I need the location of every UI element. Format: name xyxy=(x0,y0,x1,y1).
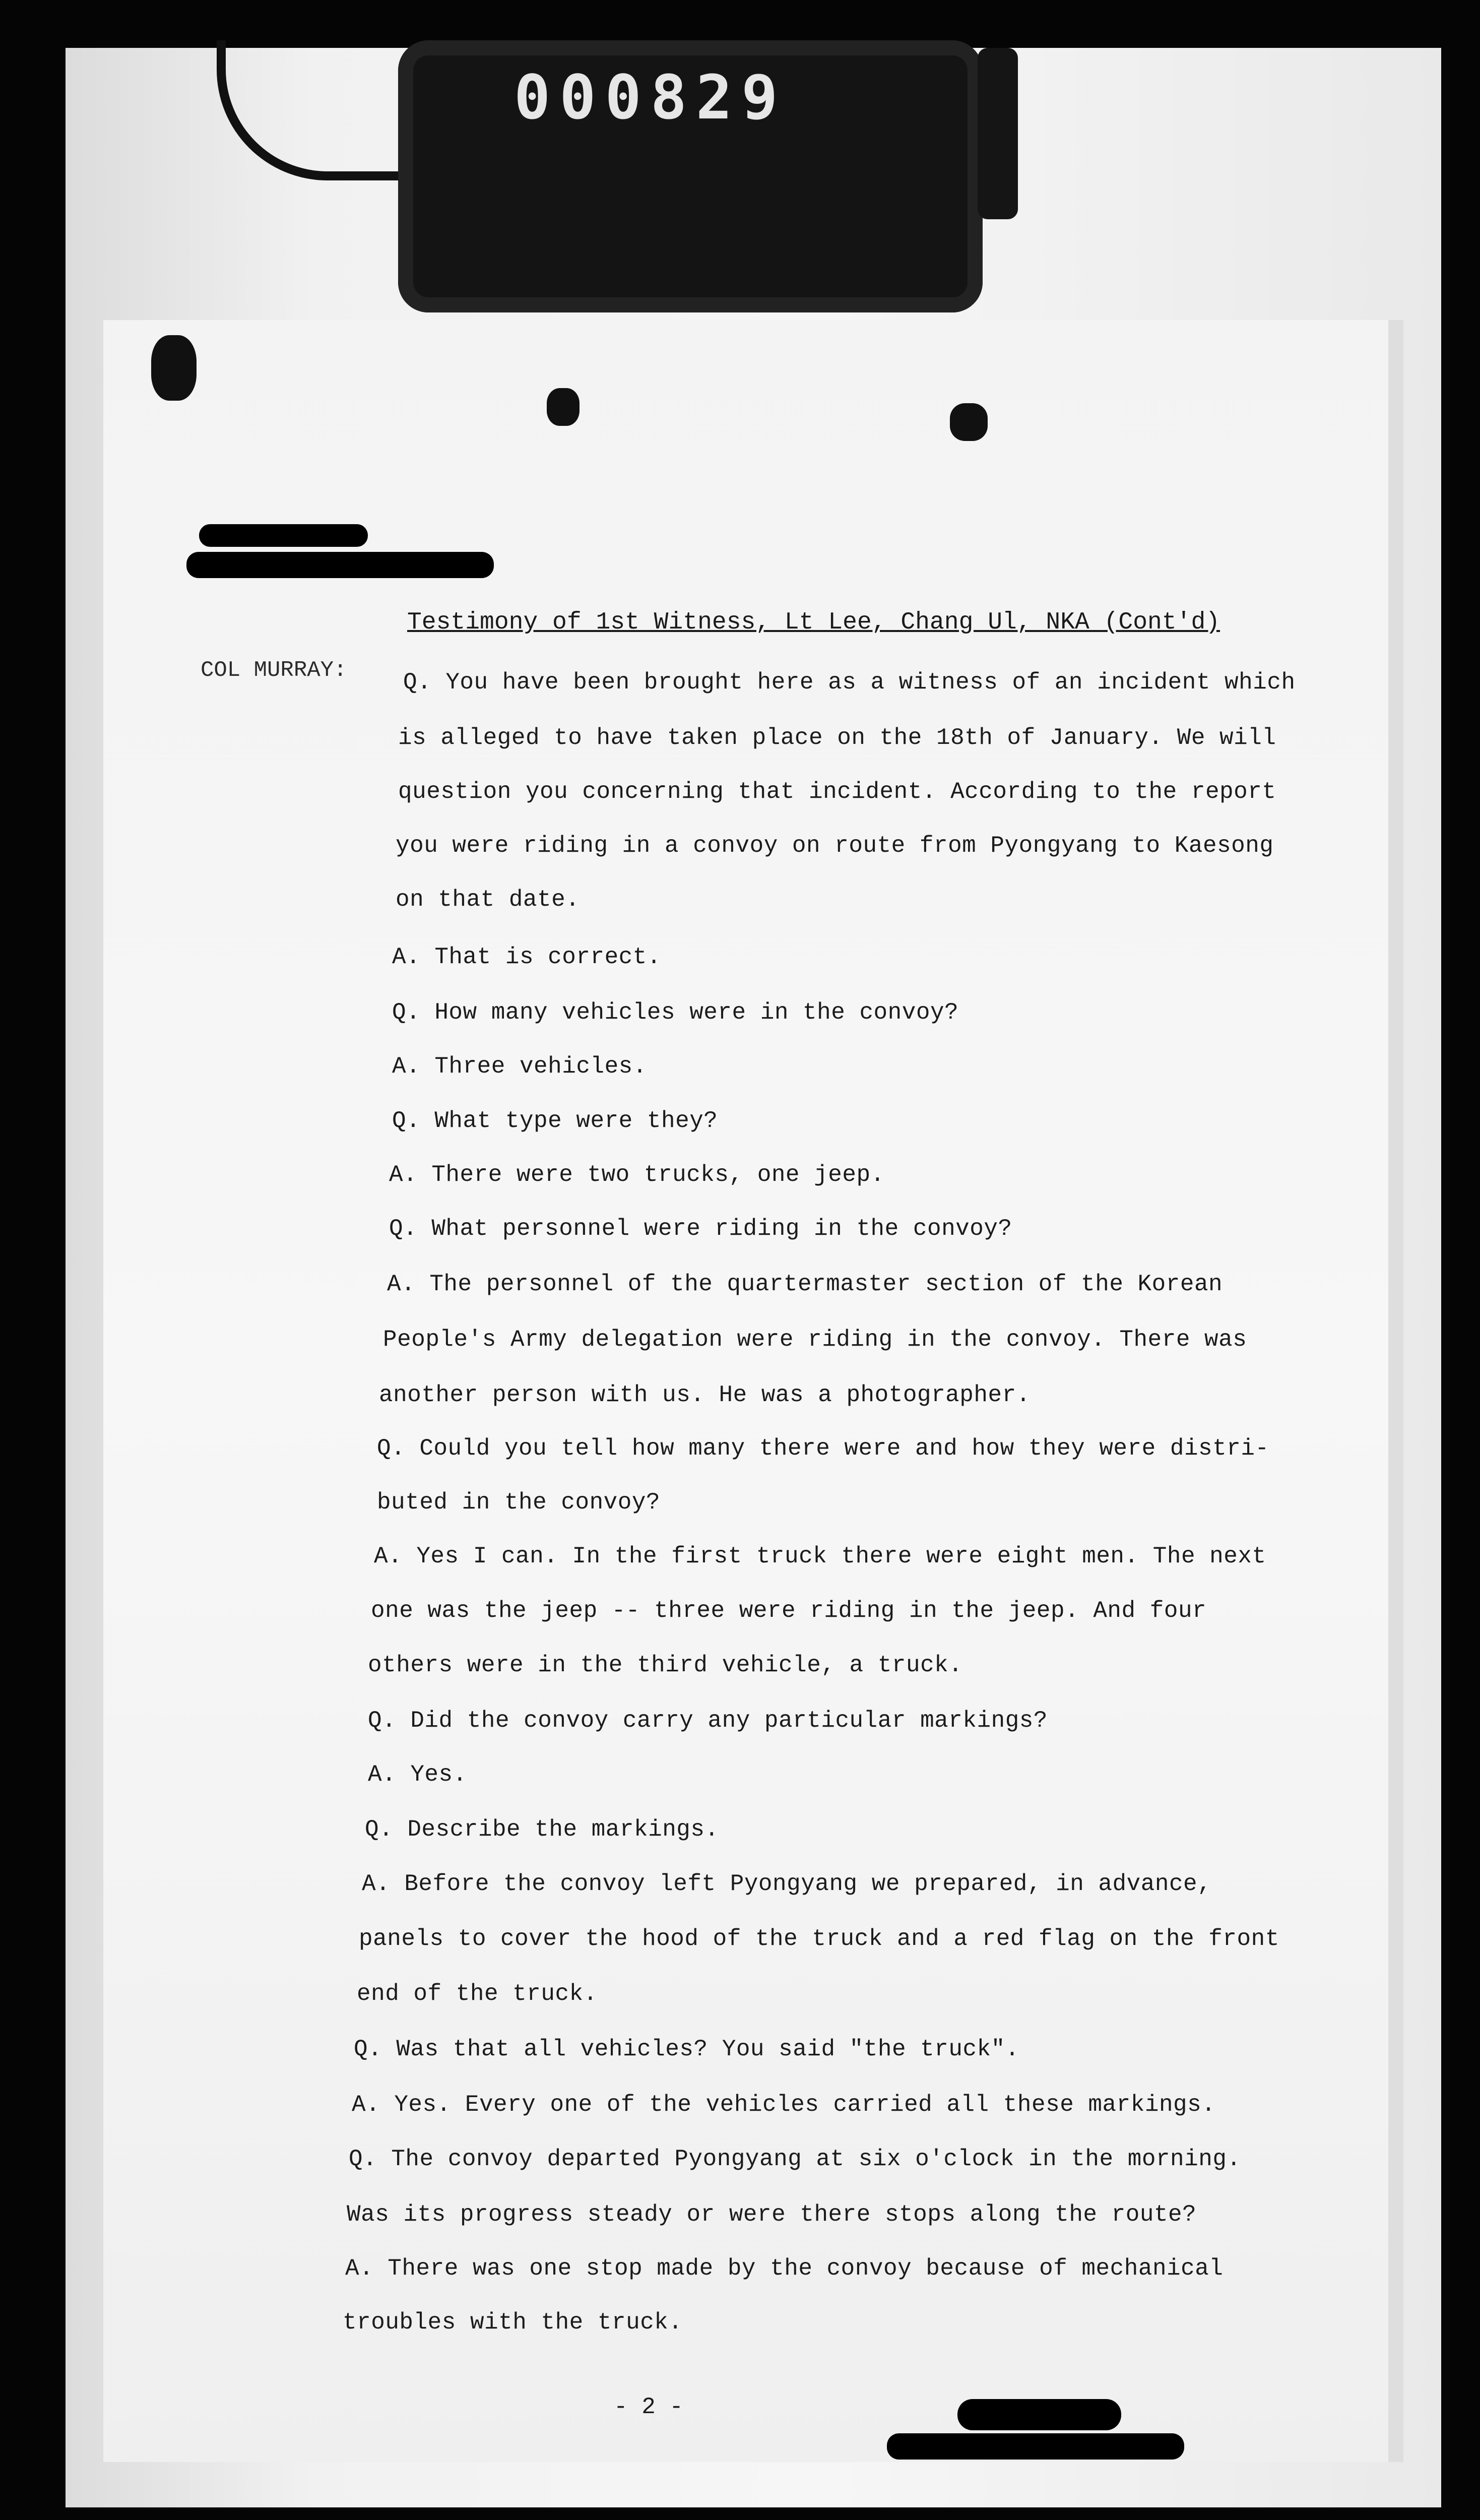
testimony-line: another person with us. He was a photographer. xyxy=(379,1382,1031,1408)
testimony-line: Was its progress steady or were there stops along the route? xyxy=(347,2201,1197,2228)
testimony-line: question you concerning that incident. According to the report xyxy=(398,779,1276,805)
testimony-line: A. Yes. Every one of the vehicles carried all these markings. xyxy=(352,2092,1216,2118)
document-title: Testimony of 1st Witness, Lt Lee, Chang Ul, NKA (Cont'd) xyxy=(407,609,1220,636)
testimony-line: Q. What personnel were riding in the convoy? xyxy=(389,1216,1012,1242)
testimony-line: Q. You have been brought here as a witness of an incident which xyxy=(403,669,1296,696)
testimony-line: A. The personnel of the quartermaster section of the Korean xyxy=(387,1271,1223,1297)
testimony-line: A. Before the convoy left Pyongyang we prepared, in advance, xyxy=(362,1871,1212,1897)
testimony-line: A. There were two trucks, one jeep. xyxy=(389,1162,885,1188)
testimony-line: you were riding in a convoy on route from Pyongyang to Kaesong xyxy=(396,833,1274,859)
page-number: - 2 - xyxy=(614,2394,684,2420)
testimony-line: Q. Describe the markings. xyxy=(365,1816,719,1843)
testimony-line: troubles with the truck. xyxy=(343,2309,683,2336)
testimony-line: panels to cover the hood of the truck and a red flag on the front xyxy=(359,1926,1279,1952)
speaker-label: COL MURRAY: xyxy=(201,658,347,683)
frame-counter-digits: 000829 xyxy=(514,63,787,133)
testimony-line: Q. What type were they? xyxy=(392,1108,718,1134)
testimony-line: one was the jeep -- three were riding in the jeep. And four xyxy=(371,1598,1207,1624)
testimony-line: others were in the third vehicle, a truck. xyxy=(368,1652,963,1678)
testimony-line: A. Yes. xyxy=(368,1761,467,1788)
testimony-line: Q. Was that all vehicles? You said "the truck". xyxy=(354,2036,1019,2062)
testimony-line: Q. How many vehicles were in the convoy? xyxy=(392,999,959,1026)
testimony-line: buted in the convoy? xyxy=(377,1489,661,1516)
testimony-line: end of the truck. xyxy=(357,1981,598,2007)
testimony-line: A. That is correct. xyxy=(392,944,661,970)
testimony-line: Q. Could you tell how many there were and how they were distri- xyxy=(377,1435,1269,1462)
testimony-line: is alleged to have taken place on the 18th of January. We will xyxy=(398,725,1276,751)
testimony-line: Q. Did the convoy carry any particular markings? xyxy=(368,1708,1048,1734)
testimony-line: A. There was one stop made by the convoy because of mechanical xyxy=(345,2255,1224,2282)
testimony-line: A. Yes I can. In the first truck there were eight men. The next xyxy=(374,1543,1266,1569)
testimony-line: on that date. xyxy=(396,887,580,913)
testimony-line: People's Army delegation were riding in the convoy. There was xyxy=(383,1327,1247,1353)
testimony-line: A. Three vehicles. xyxy=(392,1053,647,1080)
testimony-line: Q. The convoy departed Pyongyang at six o'clock in the morning. xyxy=(349,2146,1241,2172)
